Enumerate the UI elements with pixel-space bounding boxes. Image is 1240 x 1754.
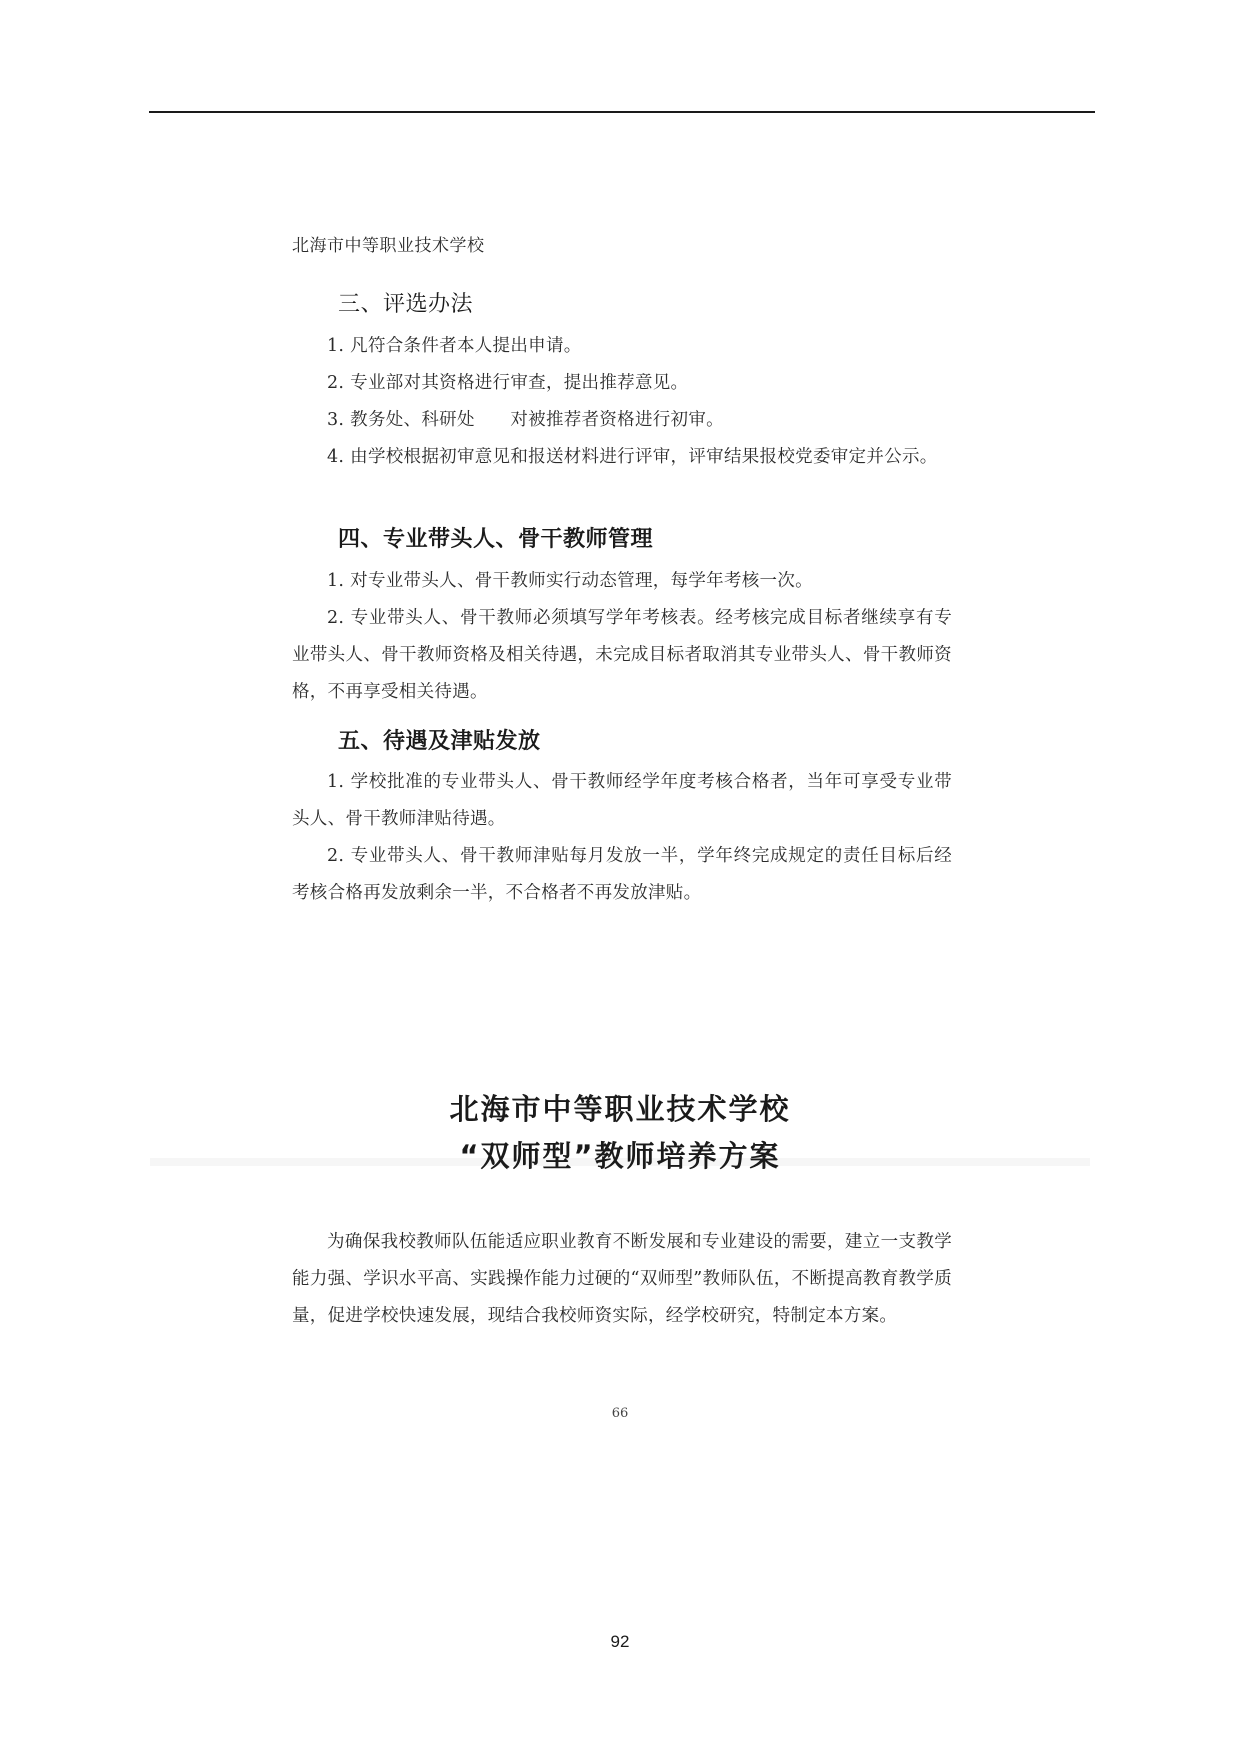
inner-page-number: 66 xyxy=(611,1406,629,1421)
paragraph: 1. 对专业带头人、骨干教师实行动态管理，每学年考核一次。 xyxy=(327,571,813,591)
paragraph: 2. 专业带头人、骨干教师必须填写学年考核表。经考核完成目标者继续享有专业带头人、骨干教师资格及相关待遇，未完成目标者取消其专业带头人、骨干教师资格，不再享受相关待遇。 xyxy=(292,608,952,702)
document-title-plan: “双师型”教师培养方案 xyxy=(459,1139,781,1173)
paragraph: 2. 专业带头人、骨干教师津贴每月发放一半，学年终完成规定的责任目标后经考核合格再发放剩余一半，不合格者不再发放津贴。 xyxy=(292,846,952,903)
paragraph: 4. 由学校根据初审意见和报送材料进行评审，评审结果报校党委审定并公示。 xyxy=(327,447,938,467)
page-number: 92 xyxy=(610,1632,630,1651)
section-heading-management: 四、专业带头人、骨干教师管理 xyxy=(338,527,654,552)
paragraph: 2. 专业部对其资格进行审查，提出推荐意见。 xyxy=(327,373,689,393)
section-heading-allowance: 五、待遇及津贴发放 xyxy=(338,729,541,754)
intro-paragraph: 为确保我校教师队伍能适应职业教育不断发展和专业建设的需要，建立一支教学能力强、学识水平高、实践操作能力过硬的“双师型”教师队伍，不断提高教育教学质量，促进学校快速发展，现结合我校师资实际，经学校研究，特制定本方案。 xyxy=(292,1232,952,1326)
document-title-school: 北海市中等职业技术学校 xyxy=(449,1092,791,1126)
section-heading-evaluation-method: 三、评选办法 xyxy=(338,292,474,317)
header-rule xyxy=(149,111,1095,113)
paragraph: 1. 凡符合条件者本人提出申请。 xyxy=(327,336,582,356)
running-header: 北海市中等职业技术学校 xyxy=(292,236,485,256)
paragraph: 3. 教务处、科研处 对被推荐者资格进行初审。 xyxy=(327,410,724,430)
paragraph: 1. 学校批准的专业带头人、骨干教师经学年度考核合格者，当年可享受专业带头人、骨干教师津贴待遇。 xyxy=(292,772,952,829)
